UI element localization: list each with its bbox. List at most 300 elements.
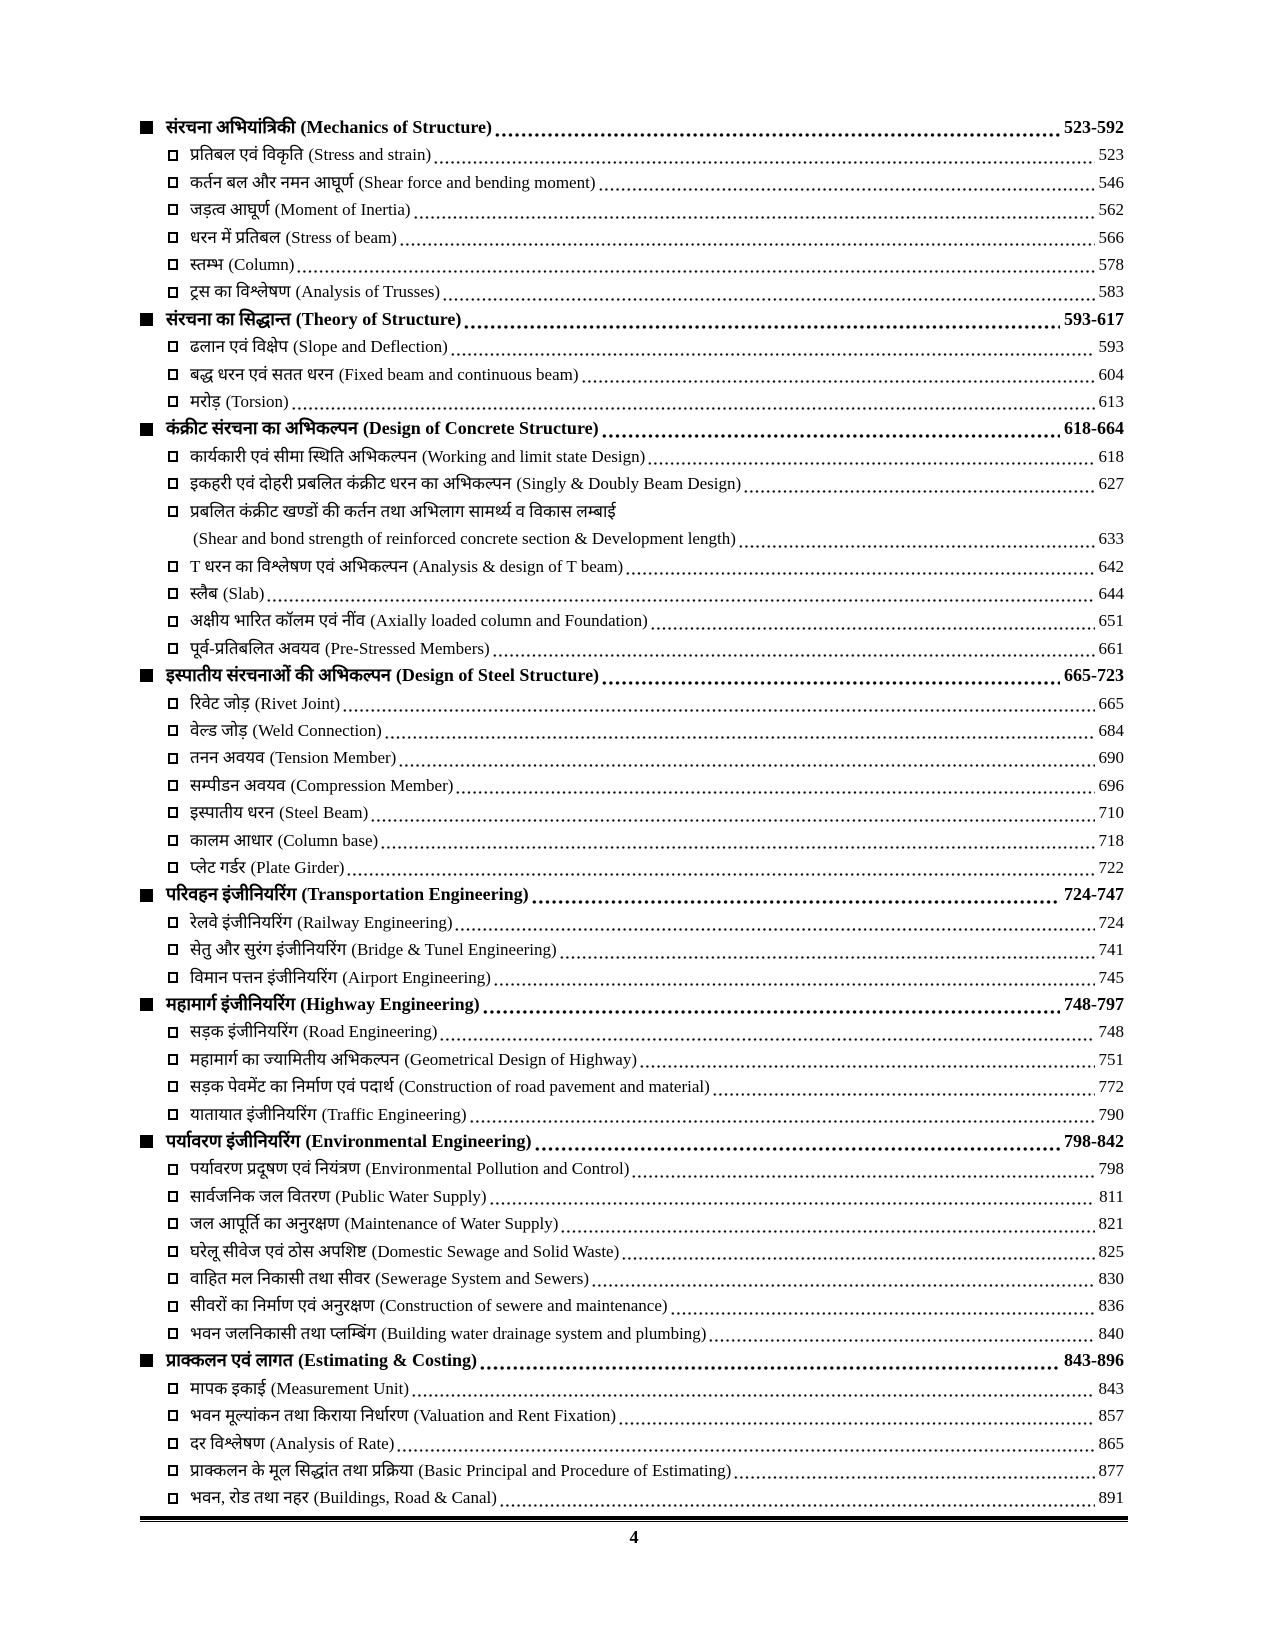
toc-entry-title-hindi: ढलान एवं विक्षेप <box>190 337 288 357</box>
open-square-bullet-icon <box>168 1493 178 1504</box>
toc-entry-title <box>190 964 491 991</box>
toc-entry-title-english: (Traffic Engineering) <box>321 1104 467 1124</box>
dot-leader <box>591 1284 1095 1287</box>
filled-square-bullet-icon <box>140 121 153 134</box>
toc-entry-page: 696 <box>1098 775 1124 795</box>
toc-entry-page: 627 <box>1098 474 1124 494</box>
dot-leader <box>581 380 1095 383</box>
dot-leader <box>296 270 1094 273</box>
open-square-bullet-icon <box>168 753 178 764</box>
toc-section-title <box>166 881 529 908</box>
toc-entry-title-hindi: रेलवे इंजीनियरिंग <box>190 912 293 932</box>
toc-entry-title-hindi: प्रबलित कंक्रीट खण्डों की कर्तन तथा अभिलाग सामर्थ्य व विकास लम्बाई <box>190 501 616 521</box>
toc-entry-title-english: (Bridge & Tunel Engineering) <box>351 940 557 960</box>
toc-section-page-range: 523-592 <box>1064 117 1124 137</box>
toc-entry <box>140 470 1124 497</box>
dot-leader <box>670 1312 1095 1315</box>
toc-entry-title-english: (Torsion) <box>225 392 289 412</box>
open-square-bullet-icon <box>168 1410 178 1421</box>
toc-entry-page: 836 <box>1098 1296 1124 1316</box>
toc-entry-page: 566 <box>1098 227 1124 247</box>
dot-leader <box>370 819 1094 822</box>
toc-entry-title-hindi: सम्पीडन अवयव <box>190 775 286 795</box>
toc-section-entry <box>140 415 1124 442</box>
toc-entry-page: 877 <box>1098 1460 1124 1480</box>
toc-entry-title <box>190 141 431 168</box>
toc-entry-title-english: (Fixed beam and continuous beam) <box>338 364 579 384</box>
toc-entry-title <box>190 251 294 278</box>
toc-entry-title-english: (Shear and bond strength of reinforced concrete section & Development length) <box>193 529 736 549</box>
toc-entry-title <box>193 525 736 552</box>
toc-section-entry <box>140 662 1124 689</box>
filled-square-bullet-icon <box>140 1135 153 1148</box>
toc-entry-page: 661 <box>1098 638 1124 658</box>
toc-entry-title-english: (Building water drainage system and plumbing) <box>381 1323 707 1343</box>
open-square-bullet-icon <box>168 1218 178 1229</box>
open-square-bullet-icon <box>168 396 178 407</box>
toc-section-entry <box>140 306 1124 333</box>
toc-entry <box>140 1265 1124 1292</box>
open-square-bullet-icon <box>168 862 178 873</box>
open-square-bullet-icon <box>168 807 178 818</box>
dot-leader <box>442 298 1094 301</box>
toc-entry-title-hindi: कार्यकारी एवं सीमा स्थिति अभिकल्पन <box>190 446 417 466</box>
toc-entry-title-english: (Buildings, Road & Canal) <box>313 1488 497 1508</box>
toc-section-page-range: 843-896 <box>1064 1350 1124 1371</box>
toc-entry <box>140 909 1124 936</box>
toc-entry-title <box>190 1430 394 1457</box>
filled-square-bullet-icon <box>140 313 153 326</box>
toc-entry-title-english: (Pre-Stressed Members) <box>324 638 490 658</box>
toc-entry-title-hindi: कालम आधार <box>190 830 273 850</box>
toc-entry-title <box>190 1238 619 1265</box>
open-square-bullet-icon <box>168 150 178 161</box>
dot-leader <box>650 627 1095 630</box>
toc-section-title <box>166 114 492 141</box>
open-square-bullet-icon <box>168 835 178 846</box>
toc-entry-title <box>190 1457 731 1484</box>
toc-entry-title-hindi: घरेलू सीवेज एवं ठोस अपशिष्ट <box>190 1241 367 1261</box>
toc-section-title-hindi: कंक्रीट संरचना का अभिकल्पन <box>166 418 358 439</box>
toc-entry <box>140 553 1124 580</box>
filled-square-bullet-icon <box>140 423 153 436</box>
dot-leader <box>399 243 1095 246</box>
toc-entry-page: 798 <box>1098 1159 1124 1179</box>
toc-entry-title-english: (Moment of Inertia) <box>274 200 411 220</box>
toc-entry-page: 825 <box>1098 1241 1124 1261</box>
toc-entry-title-hindi: कर्तन बल और नमन आघूर्ण <box>190 172 354 192</box>
open-square-bullet-icon <box>168 780 178 791</box>
toc-section-title-english: (Design of Concrete Structure) <box>362 418 599 439</box>
dot-leader <box>494 133 1060 137</box>
toc-entry <box>140 141 1124 168</box>
open-square-bullet-icon <box>168 177 178 188</box>
open-square-bullet-icon <box>168 698 178 709</box>
toc-entry-title-hindi: वाहित मल निकासी तथा सीवर <box>190 1269 371 1289</box>
toc-entry <box>140 1375 1124 1402</box>
toc-entry-title-english: (Compression Member) <box>290 775 454 795</box>
toc-entry-title-english: (Column base) <box>277 830 379 850</box>
toc-entry-page: 651 <box>1098 611 1124 631</box>
toc-entry <box>140 1073 1124 1100</box>
open-square-bullet-icon <box>168 1273 178 1284</box>
toc-entry <box>140 1183 1124 1210</box>
open-square-bullet-icon <box>168 561 178 572</box>
toc-entry-title-hindi: विमान पत्तन इंजीनियरिंग <box>190 967 338 987</box>
toc-entry-page: 613 <box>1098 392 1124 412</box>
toc-entry-title <box>190 1155 629 1182</box>
dot-leader <box>479 1366 1060 1370</box>
toc-entry-title <box>190 1073 710 1100</box>
toc-entry <box>140 1292 1124 1319</box>
toc-entry-title-hindi: प्रतिबल एवं विकृति <box>190 145 304 165</box>
toc-entry-title-hindi: मरोड़ <box>190 392 221 412</box>
toc-entry-title-english: (Basic Principal and Procedure of Estimating) <box>418 1460 732 1480</box>
toc-entry-page: 642 <box>1098 556 1124 576</box>
toc-entry <box>140 278 1124 305</box>
toc-section-title-hindi: प्राक्कलन एवं लागत <box>166 1350 293 1371</box>
toc-entry-title-english: (Valuation and Rent Fixation) <box>413 1406 617 1426</box>
toc-entry <box>140 388 1124 415</box>
toc-entry-page: 843 <box>1098 1378 1124 1398</box>
toc-entry-title <box>190 1320 706 1347</box>
open-square-bullet-icon <box>168 643 178 654</box>
dot-leader <box>291 407 1095 410</box>
toc-entry-title <box>190 498 621 525</box>
toc-entry-title-english: (Working and limit state Design) <box>421 446 646 466</box>
toc-entry-page: 830 <box>1098 1269 1124 1289</box>
toc-section-page-range: 665-723 <box>1064 665 1124 686</box>
toc-entry-page: 751 <box>1098 1049 1124 1069</box>
toc-entry-title-english: (Tension Member) <box>269 748 397 768</box>
dot-leader <box>380 846 1094 849</box>
toc-entry-page: 633 <box>1098 529 1124 549</box>
open-square-bullet-icon <box>168 1164 178 1175</box>
toc-entry-title <box>190 388 289 415</box>
open-square-bullet-icon <box>168 917 178 928</box>
toc-entry-title-english: (Analysis of Rate) <box>269 1433 395 1453</box>
open-square-bullet-icon <box>168 1328 178 1339</box>
toc-section-title <box>166 662 599 689</box>
toc-entry <box>140 443 1124 470</box>
toc-section-title <box>166 415 599 442</box>
toc-entry-title <box>190 1046 637 1073</box>
toc-entry <box>140 251 1124 278</box>
toc-entry-page: 857 <box>1098 1406 1124 1426</box>
dot-leader <box>738 545 1095 548</box>
dot-leader <box>398 764 1094 767</box>
open-square-bullet-icon <box>168 725 178 736</box>
filled-square-bullet-icon <box>140 669 153 682</box>
toc-entry-title <box>190 607 648 634</box>
toc-section-title-hindi: संरचना का सिद्धान्त <box>166 308 291 329</box>
dot-leader <box>346 873 1094 876</box>
dot-leader <box>601 681 1060 685</box>
toc-entry-title-english: (Plate Girder) <box>250 857 345 877</box>
toc-entry-title-english: (Shear force and bending moment) <box>358 172 596 192</box>
toc-entry-title-english: (Rivet Joint) <box>254 693 341 713</box>
toc-entry-title-hindi: दर विश्लेषण <box>190 1433 265 1453</box>
open-square-bullet-icon <box>168 1383 178 1394</box>
filled-square-bullet-icon <box>140 889 153 902</box>
toc-section-title-english: (Design of Steel Structure) <box>395 665 600 686</box>
dot-leader <box>463 325 1060 329</box>
toc-entry <box>140 196 1124 223</box>
toc-section-entry <box>140 881 1124 908</box>
toc-entry-title-english: (Sewerage System and Sewers) <box>375 1269 589 1289</box>
open-square-bullet-icon <box>168 478 178 489</box>
open-square-bullet-icon <box>168 506 178 517</box>
toc-entry-page: 745 <box>1098 967 1124 987</box>
open-square-bullet-icon <box>168 1301 178 1312</box>
toc-entry-title <box>190 196 411 223</box>
dot-leader <box>384 736 1095 739</box>
toc-entry-page: 684 <box>1098 720 1124 740</box>
footer-page-number: 4 <box>629 1527 639 1547</box>
toc-entry-title <box>190 799 368 826</box>
toc-section-title <box>166 991 480 1018</box>
open-square-bullet-icon <box>168 1191 178 1202</box>
toc-entry <box>140 1101 1124 1128</box>
toc-entry <box>140 744 1124 771</box>
dot-leader <box>439 1038 1094 1041</box>
toc-entry-title <box>190 169 596 196</box>
toc-entry-title-hindi: प्लेट गर्डर <box>190 857 246 877</box>
filled-square-bullet-icon <box>140 998 153 1011</box>
toc-entry <box>140 1402 1124 1429</box>
toc-section-page-range: 618-664 <box>1064 418 1124 439</box>
toc-entry-title-english: (Maintenance of Water Supply) <box>344 1214 559 1234</box>
toc-entry-title-hindi: तनन अवयव <box>190 748 265 768</box>
toc-section-title-english: (Environmental Engineering) <box>305 1131 532 1152</box>
toc-entry-title-english: (Construction of road pavement and material) <box>398 1077 710 1097</box>
open-square-bullet-icon <box>168 1081 178 1092</box>
toc-entry <box>140 717 1124 744</box>
toc-entry-title-english: (Stress of beam) <box>285 227 397 247</box>
open-square-bullet-icon <box>168 369 178 380</box>
dot-leader <box>559 956 1095 959</box>
toc-entry-title-english: (Stress and strain) <box>308 145 432 165</box>
toc-entry-title <box>190 690 340 717</box>
toc-entry-title-hindi: भवन, रोड तथा नहर <box>190 1488 309 1508</box>
toc-list <box>140 114 1124 1512</box>
footer-rule <box>140 1516 1128 1522</box>
toc-entry-title-hindi: वेल्ड जोड़ <box>190 720 248 740</box>
toc-entry-title <box>190 580 264 607</box>
toc-entry-title-hindi: अक्षीय भारित कॉलम एवं नींव <box>190 611 366 631</box>
toc-entry-page: 710 <box>1098 803 1124 823</box>
toc-entry-page: 665 <box>1098 693 1124 713</box>
toc-entry-title-english: (Slope and Deflection) <box>293 337 448 357</box>
toc-section-entry <box>140 114 1124 141</box>
open-square-bullet-icon <box>168 341 178 352</box>
toc-entry-title <box>190 1101 467 1128</box>
open-square-bullet-icon <box>168 1465 178 1476</box>
toc-entry-page: 790 <box>1098 1104 1124 1124</box>
toc-entry-page: 578 <box>1098 255 1124 275</box>
open-square-bullet-icon <box>168 588 178 599</box>
dot-leader <box>455 791 1094 794</box>
toc-entry-title-hindi: प्राक्कलन के मूल सिद्धांत तथा प्रक्रिया <box>190 1460 414 1480</box>
dot-leader <box>639 1065 1095 1068</box>
toc-entry-title-english: (Construction of sewere and maintenance) <box>379 1296 668 1316</box>
toc-entry-page: 891 <box>1098 1488 1124 1508</box>
open-square-bullet-icon <box>168 616 178 627</box>
toc-entry <box>140 635 1124 662</box>
toc-entry-page: 748 <box>1098 1022 1124 1042</box>
toc-entry-title <box>190 909 452 936</box>
dot-leader <box>469 1120 1095 1123</box>
toc-entry-title <box>190 1183 487 1210</box>
toc-entry-title <box>190 1210 558 1237</box>
toc-entry-title-hindi: सड़क इंजीनियरिंग <box>190 1022 298 1042</box>
toc-entry-title-hindi: पर्यावरण प्रदूषण एवं नियंत्रण <box>190 1159 361 1179</box>
open-square-bullet-icon <box>168 204 178 215</box>
dot-leader <box>492 654 1095 657</box>
dot-leader <box>560 1230 1094 1233</box>
toc-section-page-range: 593-617 <box>1064 308 1124 329</box>
toc-entry-title-hindi: यातायात इंजीनियरिंग <box>190 1104 317 1124</box>
toc-entry <box>140 964 1124 991</box>
toc-section-title-hindi: इस्पातीय संरचनाओं की अभिकल्पन <box>166 665 391 686</box>
toc-entry-title-hindi: महामार्ग का ज्यामितीय अभिकल्पन <box>190 1049 400 1069</box>
toc-entry-title-english: (Weld Connection) <box>252 720 382 740</box>
toc-entry-page: 722 <box>1098 857 1124 877</box>
toc-entry-title-hindi: T धरन का विश्लेषण एवं अभिकल्पन <box>190 556 408 576</box>
toc-section-entry <box>140 1347 1124 1374</box>
dot-leader <box>433 161 1094 164</box>
toc-entry-title <box>190 224 397 251</box>
open-square-bullet-icon <box>168 1027 178 1038</box>
dot-leader <box>413 216 1095 219</box>
toc-section-page-range: 748-797 <box>1064 994 1124 1014</box>
toc-section-entry <box>140 1128 1124 1155</box>
open-square-bullet-icon <box>168 1246 178 1257</box>
toc-entry <box>140 580 1124 607</box>
toc-entry-title <box>190 1292 668 1319</box>
toc-entry-title <box>190 772 453 799</box>
open-square-bullet-icon <box>168 972 178 983</box>
open-square-bullet-icon <box>168 287 178 298</box>
toc-entry <box>140 827 1124 854</box>
toc-entry-continuation <box>140 525 1124 552</box>
toc-entry-title-hindi: भवन जलनिकासी तथा प्लम्बिंग <box>190 1323 377 1343</box>
toc-entry-title <box>190 553 623 580</box>
toc-entry-title-hindi: सार्वजनिक जल वितरण <box>190 1186 331 1206</box>
toc-section-title-english: (Theory of Structure) <box>295 308 462 329</box>
dot-leader <box>631 1175 1094 1178</box>
toc-section-title-hindi: महामार्ग इंजीनियरिंग <box>166 994 296 1014</box>
toc-entry-page: 593 <box>1098 337 1124 357</box>
toc-entry-page: 546 <box>1098 172 1124 192</box>
toc-entry-title-english: (Airport Engineering) <box>342 967 491 987</box>
toc-entry-title-hindi: मापक इकाई <box>190 1378 266 1398</box>
toc-entry-page: 718 <box>1098 830 1124 850</box>
toc-entry <box>140 1238 1124 1265</box>
toc-entry <box>140 1155 1124 1182</box>
toc-entry-page: 583 <box>1098 282 1124 302</box>
toc-entry <box>140 169 1124 196</box>
toc-entry <box>140 1018 1124 1045</box>
toc-entry-title-english: (Slab) <box>222 583 265 603</box>
toc-entry <box>140 224 1124 251</box>
toc-entry-title-hindi: स्तम्भ <box>190 255 224 275</box>
toc-section-page-range: 724-747 <box>1064 884 1124 905</box>
dot-leader <box>712 1093 1095 1096</box>
toc-entry-title-hindi: इकहरी एवं दोहरी प्रबलित कंक्रीट धरन का अभिकल्पन <box>190 474 512 494</box>
toc-entry <box>140 1484 1124 1511</box>
toc-entry-title <box>190 333 448 360</box>
dot-leader <box>411 1394 1094 1397</box>
toc-entry-page: 811 <box>1099 1186 1124 1206</box>
toc-section-title <box>166 1347 477 1374</box>
toc-entry-title-english: (Analysis of Trusses) <box>295 282 441 302</box>
dot-leader <box>454 928 1094 931</box>
toc-section-entry <box>140 991 1124 1018</box>
toc-section-title-hindi: संरचना अभियांत्रिकी <box>166 117 296 137</box>
toc-entry-title-english: (Geometrical Design of Highway) <box>404 1049 637 1069</box>
toc-entry-title <box>190 361 579 388</box>
toc-entry <box>140 690 1124 717</box>
toc-entry-title-hindi: स्लैब <box>190 583 218 603</box>
toc-entry-title <box>190 470 741 497</box>
toc-entry <box>140 936 1124 963</box>
toc-entry <box>140 1320 1124 1347</box>
toc-entry <box>140 854 1124 881</box>
toc-entry-title-english: (Domestic Sewage and Solid Waste) <box>371 1241 620 1261</box>
toc-entry <box>140 1457 1124 1484</box>
open-square-bullet-icon <box>168 1054 178 1065</box>
toc-entry-title-english: (Public Water Supply) <box>335 1186 487 1206</box>
toc-entry-title <box>190 1375 409 1402</box>
dot-leader <box>601 434 1060 438</box>
toc-entry <box>140 498 1124 525</box>
toc-entry-title <box>190 443 645 470</box>
open-square-bullet-icon <box>168 451 178 462</box>
toc-entry-page: 821 <box>1098 1214 1124 1234</box>
dot-leader <box>450 353 1095 356</box>
toc-entry-title-english: (Column) <box>228 255 295 275</box>
toc-entry <box>140 607 1124 634</box>
toc-entry <box>140 799 1124 826</box>
toc-entry-page: 741 <box>1098 940 1124 960</box>
toc-entry-title <box>190 278 440 305</box>
toc-entry-title-hindi: रिवेट जोड़ <box>190 693 250 713</box>
toc-entry-title <box>190 1265 589 1292</box>
toc-entry-page: 724 <box>1098 912 1124 932</box>
toc-entry-title-hindi: सीवरों का निर्माण एवं अनुरक्षण <box>190 1296 375 1316</box>
toc-entry-title-hindi: जल आपूर्ति का अनुरक्षण <box>190 1214 340 1234</box>
toc-section-title-english: (Transportation Engineering) <box>301 884 529 905</box>
toc-entry-title-english: (Analysis & design of T beam) <box>412 556 624 576</box>
toc-section-title-hindi: परिवहन इंजीनियरिंग <box>166 884 297 905</box>
toc-entry-title-hindi: ट्रस का विश्लेषण <box>190 282 291 302</box>
toc-entry-title <box>190 854 344 881</box>
dot-leader <box>493 983 1095 986</box>
dot-leader <box>396 1449 1094 1452</box>
toc-entry-page: 604 <box>1098 364 1124 384</box>
toc-entry <box>140 772 1124 799</box>
toc-entry <box>140 333 1124 360</box>
toc-entry-title-english: (Axially loaded column and Foundation) <box>370 611 648 631</box>
dot-leader <box>618 1422 1094 1425</box>
toc-entry <box>140 1046 1124 1073</box>
toc-entry-title-hindi: सड़क पेवमेंट का निर्माण एवं पदार्थ <box>190 1077 394 1097</box>
toc-entry-title-english: (Road Engineering) <box>302 1022 438 1042</box>
toc-entry-title <box>190 717 382 744</box>
dot-leader <box>625 572 1094 575</box>
toc-entry-page: 523 <box>1098 145 1124 165</box>
